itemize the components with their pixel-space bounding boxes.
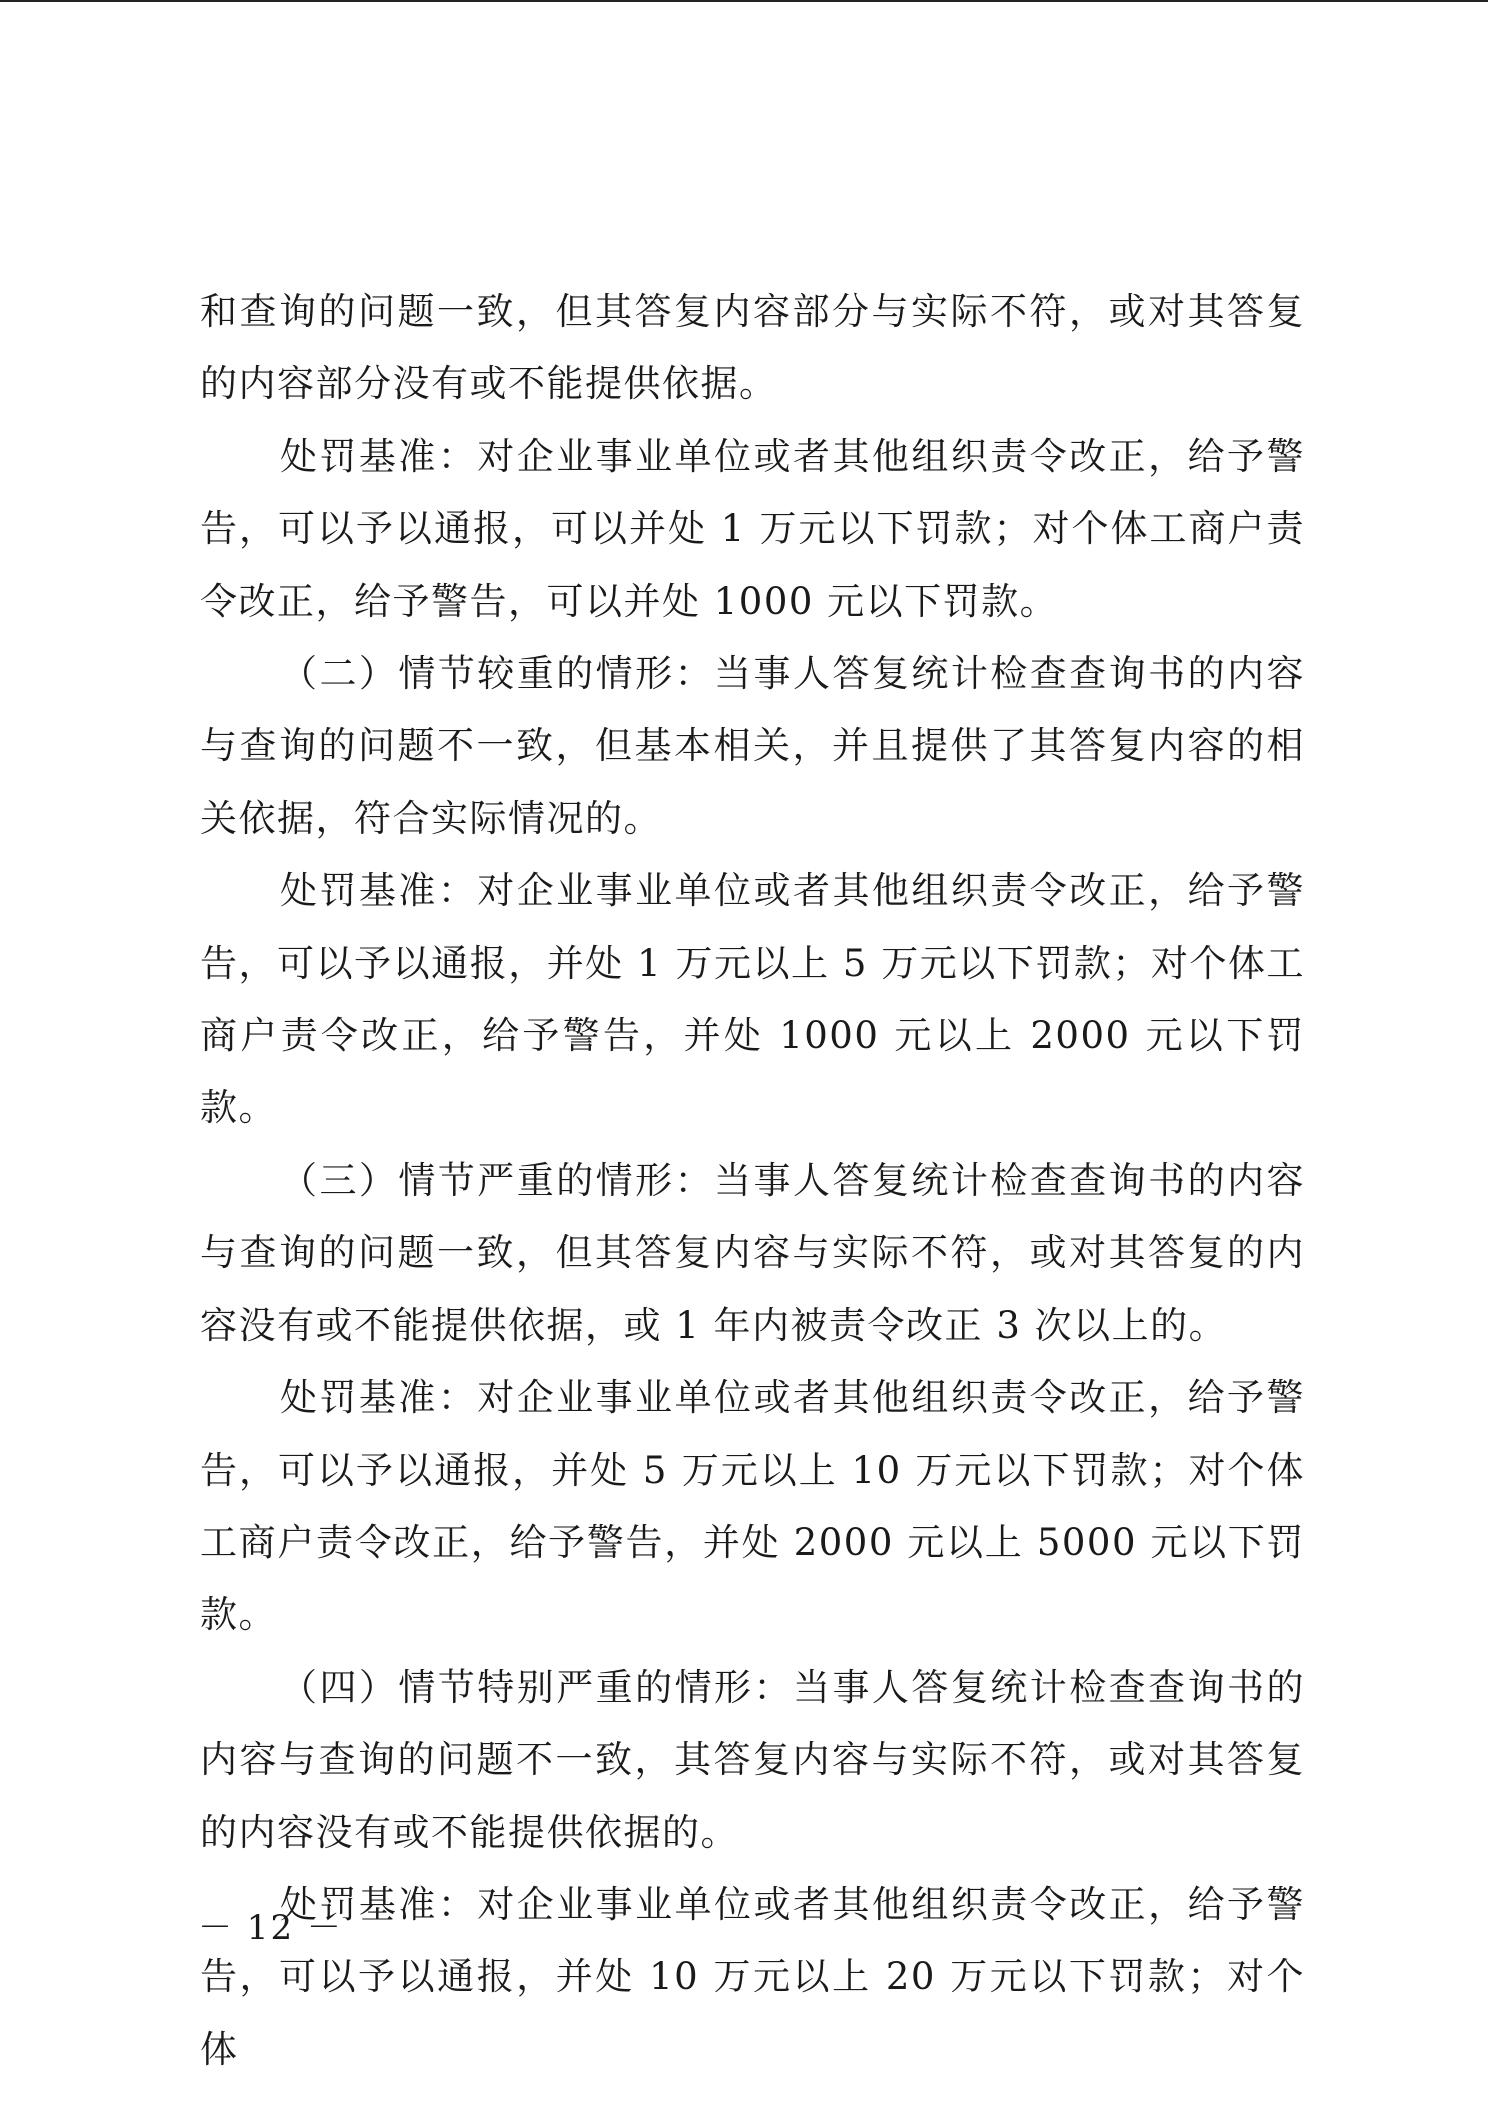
paragraph: 和查询的问题一致，但其答复内容部分与实际不符，或对其答复的内容部分没有或不能提供依据。: [200, 290, 1305, 406]
page-top-border: [0, 0, 1488, 2]
paragraph: 处罚基准：对企业事业单位或者其他组织责令改正，给予警告，可以予以通报，并处 1 万元以上 5 万元以下罚款；对个体工商户责令改正，给予警告，并处 1000 元以上 2000 元以下罚款。: [200, 869, 1305, 1130]
paragraph: 处罚基准：对企业事业单位或者其他组织责令改正，给予警告，可以予以通报，可以并处 1 万元以下罚款；对个体工商户责令改正，给予警告，可以并处 1000 元以下罚款。: [200, 434, 1305, 623]
paragraph: （四）情节特别严重的情形：当事人答复统计检查查询书的内容与查询的问题不一致，其答复内容与实际不符，或对其答复的内容没有或不能提供依据的。: [200, 1665, 1305, 1854]
paragraph: （三）情节严重的情形：当事人答复统计检查查询书的内容与查询的问题一致，但其答复内容与实际不符，或对其答复的内容没有或不能提供依据，或 1 年内被责令改正 3 次以上的。: [200, 1158, 1305, 1347]
page-number: － 12 －: [198, 1908, 343, 1948]
paragraph: （二）情节较重的情形：当事人答复统计检查查询书的内容与查询的问题不一致，但基本相关，并且提供了其答复内容的相关依据，符合实际情况的。: [200, 652, 1305, 840]
paragraph: 处罚基准：对企业事业单位或者其他组织责令改正，给予警告，可以予以通报，并处 10 万元以上 20 万元以下罚款；对个体: [200, 1882, 1305, 2071]
document-body: [200, 276, 1305, 2086]
paragraph: 处罚基准：对企业事业单位或者其他组织责令改正，给予警告，可以予以通报，并处 5 万元以上 10 万元以下罚款；对个体工商户责令改正，给予警告，并处 2000 元以上 5000 元以下罚款。: [200, 1376, 1305, 1637]
